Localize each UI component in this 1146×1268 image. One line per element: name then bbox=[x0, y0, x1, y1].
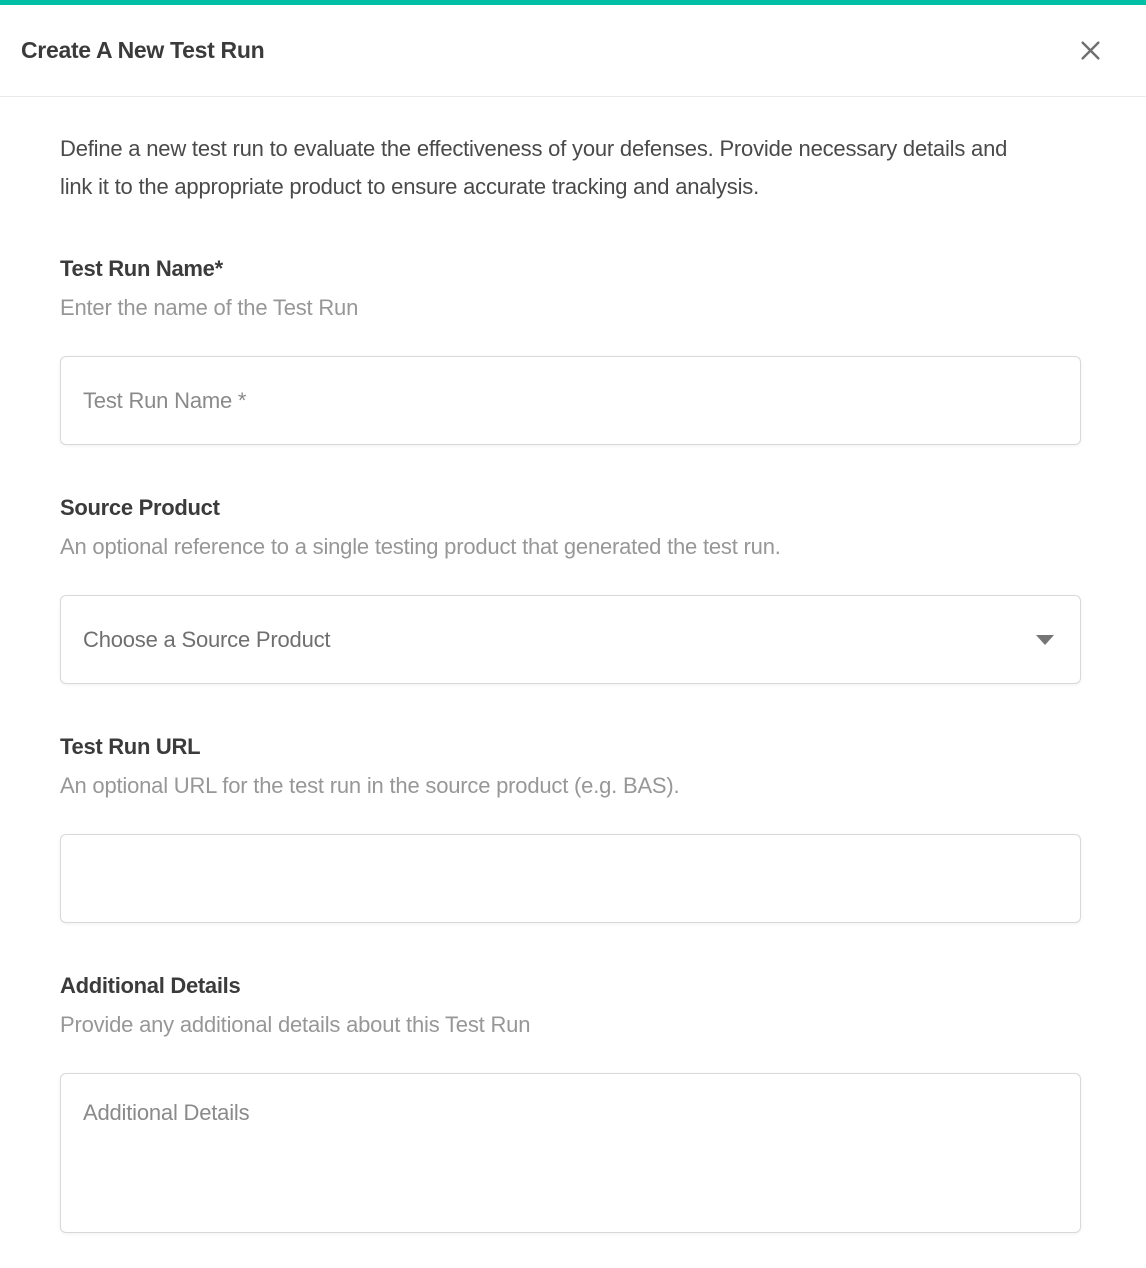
source-product-hint: An optional reference to a single testing product that generated the test run. bbox=[60, 534, 781, 559]
chevron-down-icon bbox=[1036, 635, 1054, 645]
field-source-product bbox=[60, 493, 1081, 684]
additional-details-label: Additional Details bbox=[60, 973, 241, 998]
test-run-url-hint: An optional URL for the test run in the source product (e.g. BAS). bbox=[60, 773, 680, 798]
close-button[interactable] bbox=[1073, 33, 1108, 68]
modal-title: Create A New Test Run bbox=[21, 37, 265, 63]
field-test-run-url bbox=[60, 732, 1081, 923]
test-run-name-hint: Enter the name of the Test Run bbox=[60, 295, 359, 320]
source-product-select[interactable] bbox=[60, 595, 1081, 684]
field-test-run-name bbox=[60, 254, 1081, 445]
additional-details-hint: Provide any additional details about this Test Run bbox=[60, 1012, 531, 1037]
field-additional-details bbox=[60, 971, 1081, 1233]
modal-header bbox=[0, 5, 1146, 97]
test-run-url-label: Test Run URL bbox=[60, 734, 201, 759]
additional-details-textarea[interactable] bbox=[60, 1073, 1081, 1233]
source-product-label: Source Product bbox=[60, 495, 220, 520]
test-run-name-label: Test Run Name* bbox=[60, 256, 223, 281]
modal-body bbox=[0, 97, 1146, 1233]
test-run-url-input[interactable] bbox=[60, 834, 1081, 923]
test-run-name-input[interactable] bbox=[60, 356, 1081, 445]
modal-description: Define a new test run to evaluate the effectiveness of your defenses. Provide necessary details and link it to the appropriate product to ensure accurate tracking and analysis. bbox=[60, 136, 1008, 199]
source-product-selected-value: Choose a Source Product bbox=[83, 626, 331, 652]
close-icon bbox=[1077, 37, 1104, 64]
